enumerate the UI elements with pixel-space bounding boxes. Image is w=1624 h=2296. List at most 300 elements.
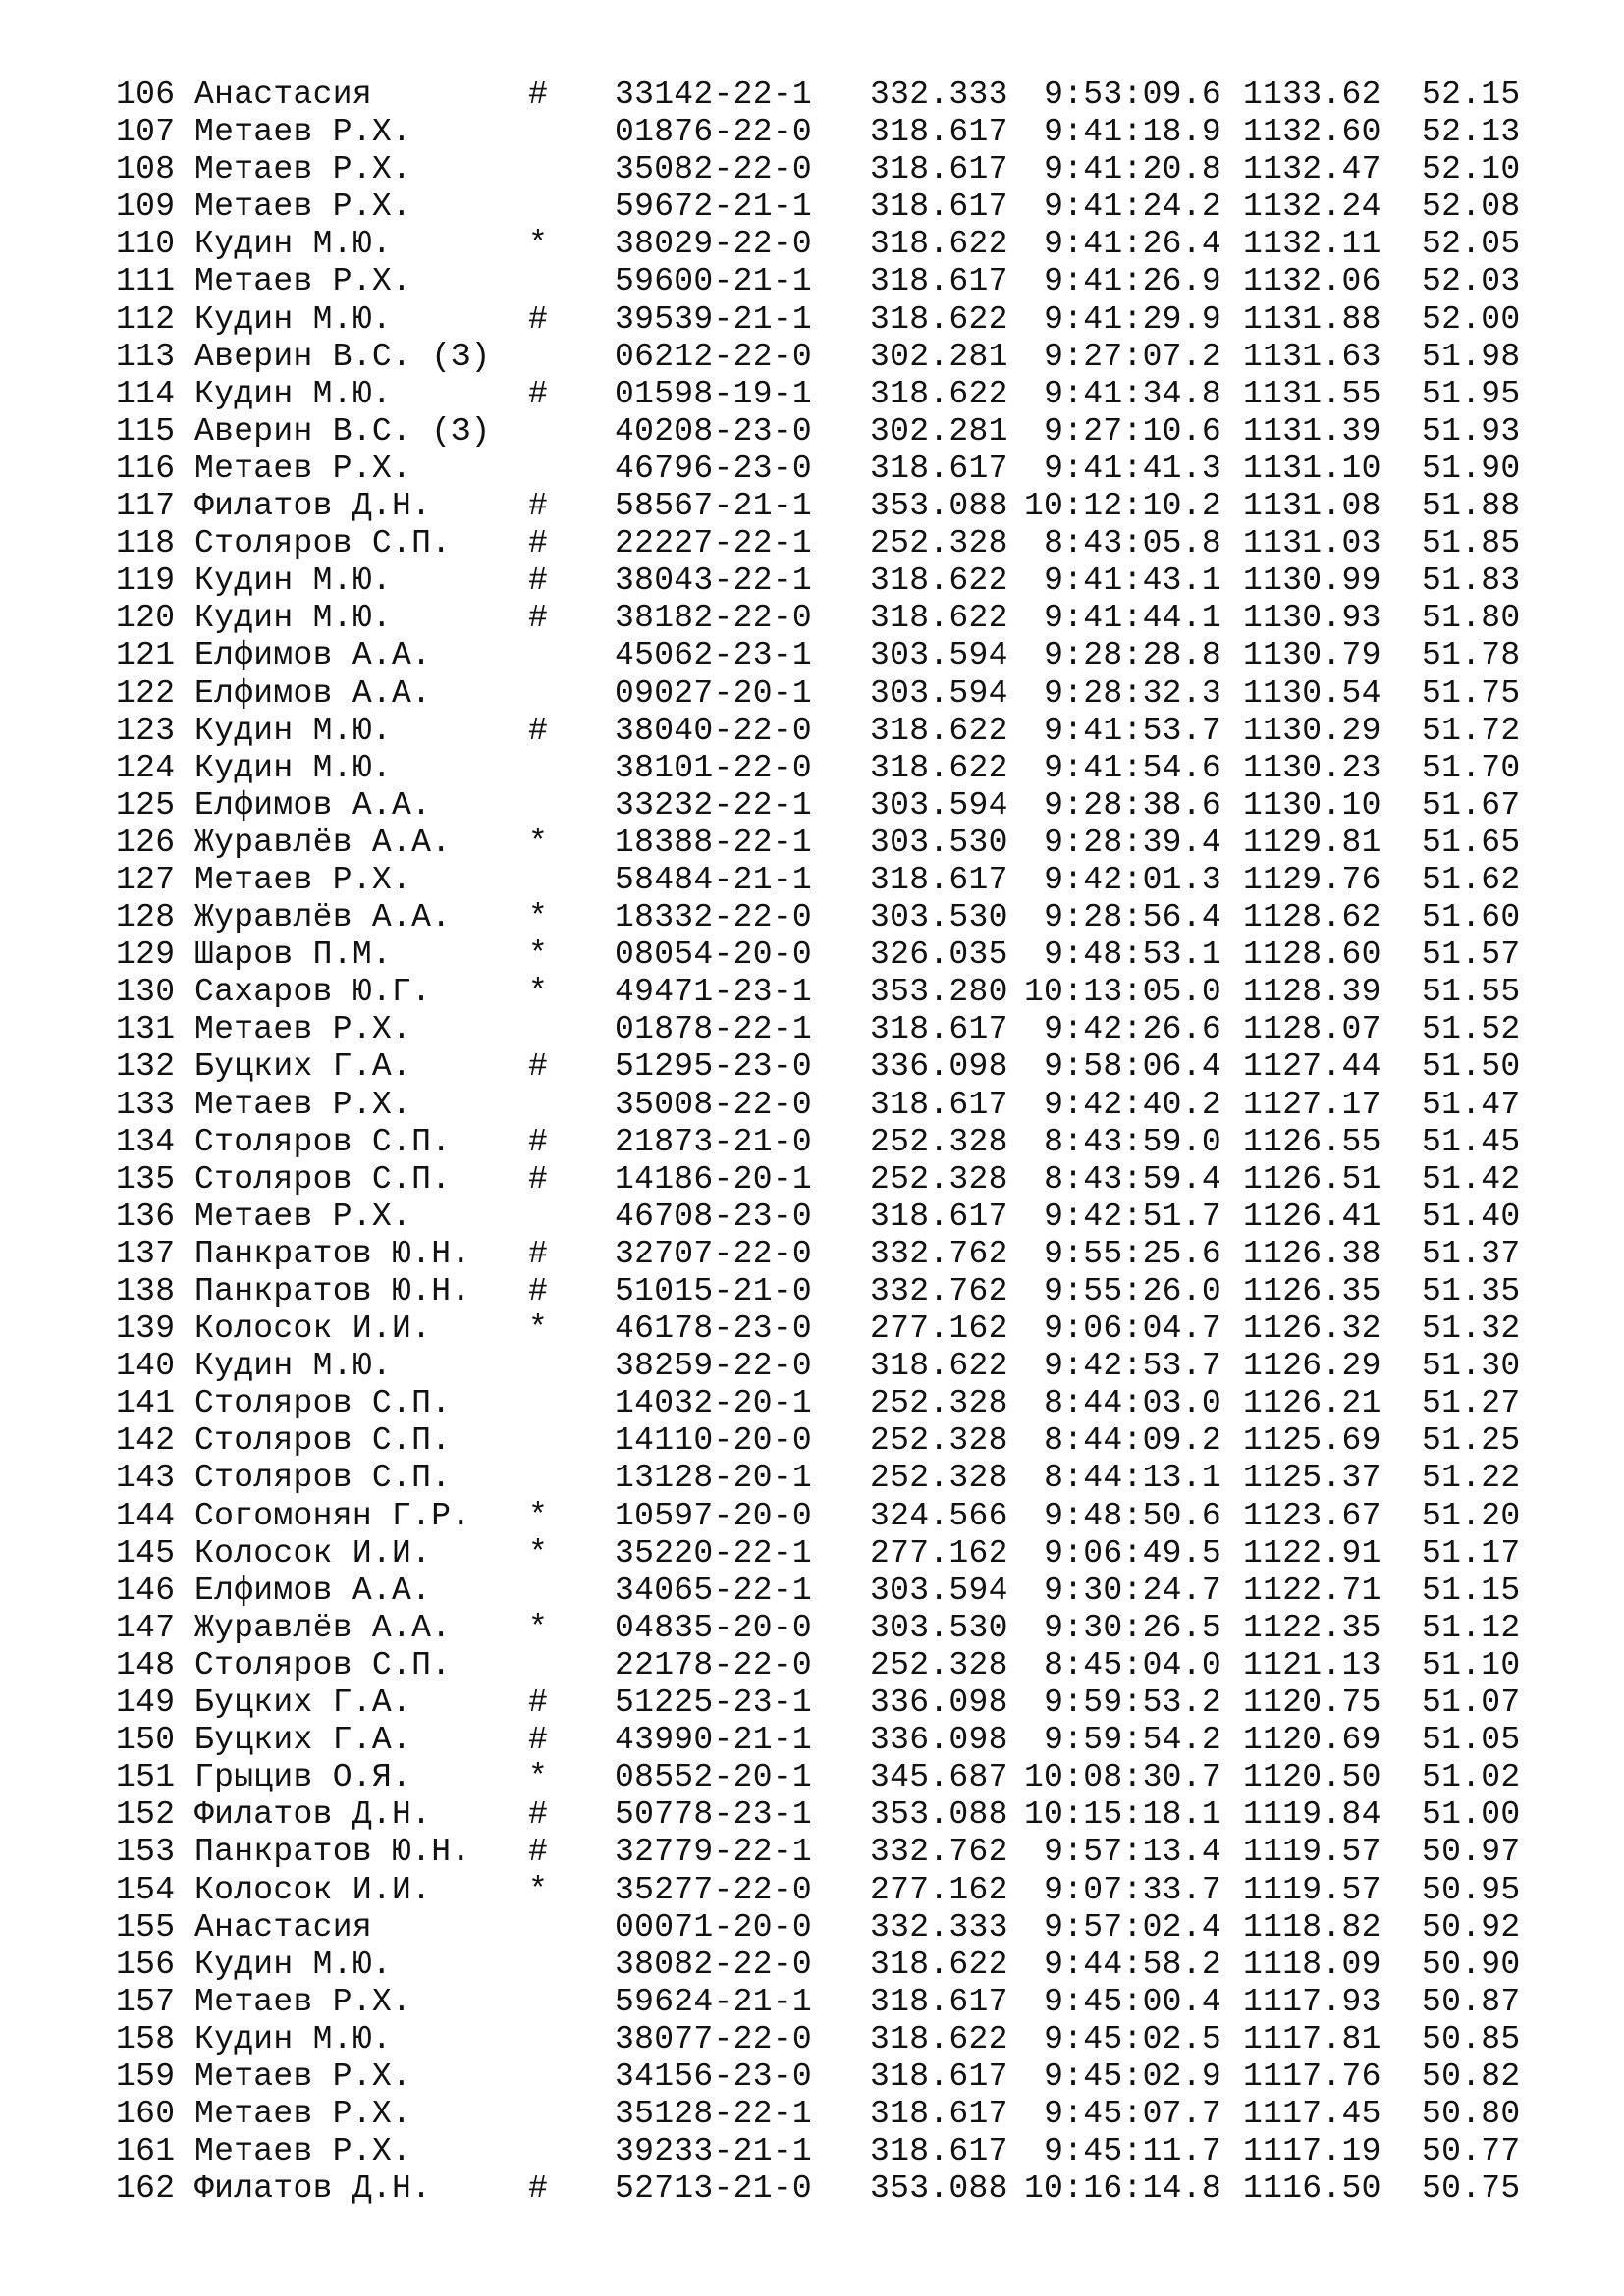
row-number: 110 <box>116 226 176 263</box>
arrival-time: 9:41:43.1 <box>1044 562 1221 600</box>
points-value: 51.95 <box>1422 375 1521 412</box>
points-value: 51.02 <box>1422 1759 1521 1796</box>
distance-value: 318.622 <box>870 562 1008 600</box>
ring-number: 46178-23-0 <box>615 1310 813 1348</box>
fancier-name: Столяров С.П. <box>194 1422 452 1460</box>
speed-value: 1130.10 <box>1243 786 1381 824</box>
points-value: 51.27 <box>1422 1385 1521 1422</box>
speed-value: 1122.71 <box>1243 1572 1381 1609</box>
row-number: 152 <box>116 1796 176 1834</box>
row-number: 111 <box>116 263 176 300</box>
distance-value: 318.622 <box>870 1946 1008 1983</box>
row-number: 126 <box>116 824 176 861</box>
speed-value: 1126.35 <box>1243 1273 1381 1309</box>
speed-value: 1120.69 <box>1243 1722 1381 1759</box>
points-value: 51.22 <box>1422 1460 1521 1497</box>
row-number: 135 <box>116 1160 176 1198</box>
points-value: 51.55 <box>1422 974 1521 1011</box>
status-mark: # <box>528 1048 549 1086</box>
points-value: 52.05 <box>1422 226 1521 263</box>
status-mark: # <box>528 2170 549 2208</box>
row-number: 119 <box>116 562 176 600</box>
distance-value: 318.622 <box>870 226 1008 263</box>
distance-value: 303.530 <box>870 899 1008 936</box>
ring-number: 59624-21-1 <box>615 1983 813 2020</box>
fancier-name: Журавлёв А.А. <box>194 899 452 936</box>
row-number: 156 <box>116 1946 176 1983</box>
distance-value: 277.162 <box>870 1534 1008 1572</box>
ring-number: 38043-22-1 <box>615 562 813 600</box>
speed-value: 1132.06 <box>1243 263 1381 300</box>
distance-value: 318.622 <box>870 749 1008 786</box>
distance-value: 318.617 <box>870 114 1008 151</box>
arrival-time: 9:42:40.2 <box>1044 1086 1221 1123</box>
row-number: 146 <box>116 1572 176 1609</box>
points-value: 51.17 <box>1422 1534 1521 1572</box>
fancier-name: Метаев Р.Х. <box>194 1011 412 1048</box>
fancier-name: Колосок И.И. <box>194 1310 432 1348</box>
row-number: 108 <box>116 151 176 188</box>
distance-value: 318.617 <box>870 450 1008 487</box>
speed-value: 1128.62 <box>1243 899 1381 936</box>
row-number: 145 <box>116 1534 176 1572</box>
arrival-time: 9:28:28.8 <box>1044 637 1221 674</box>
points-value: 52.00 <box>1422 300 1521 338</box>
status-mark: * <box>528 1759 549 1796</box>
fancier-name: Кудин М.Ю. <box>194 1348 393 1385</box>
arrival-time: 10:15:18.1 <box>1023 1796 1221 1834</box>
status-mark: * <box>528 936 549 974</box>
speed-value: 1117.19 <box>1243 2133 1381 2170</box>
speed-value: 1130.54 <box>1243 674 1381 712</box>
row-number: 147 <box>116 1609 176 1646</box>
speed-value: 1128.39 <box>1243 974 1381 1011</box>
points-value: 51.90 <box>1422 450 1521 487</box>
fancier-name: Елфимов А.А. <box>194 786 432 824</box>
status-mark: # <box>528 488 549 525</box>
points-value: 51.20 <box>1422 1497 1521 1534</box>
distance-value: 318.617 <box>870 1198 1008 1235</box>
arrival-time: 8:45:04.0 <box>1044 1646 1221 1683</box>
ring-number: 46708-23-0 <box>615 1198 813 1235</box>
status-mark: * <box>528 824 549 861</box>
fancier-name: Кудин М.Ю. <box>194 749 393 786</box>
fancier-name: Елфимов А.А. <box>194 1572 432 1609</box>
points-value: 51.70 <box>1422 749 1521 786</box>
fancier-name: Согомонян Г.Р. <box>194 1497 471 1534</box>
status-mark: * <box>528 1609 549 1646</box>
row-number: 129 <box>116 936 176 974</box>
arrival-time: 9:45:02.9 <box>1044 2057 1221 2095</box>
distance-value: 318.617 <box>870 2096 1008 2133</box>
distance-value: 332.762 <box>870 1273 1008 1309</box>
speed-value: 1126.38 <box>1243 1235 1381 1272</box>
arrival-time: 10:12:10.2 <box>1023 488 1221 525</box>
status-mark: * <box>528 1310 549 1348</box>
speed-value: 1116.50 <box>1243 2170 1381 2208</box>
points-value: 51.67 <box>1422 786 1521 824</box>
arrival-time: 9:41:34.8 <box>1044 375 1221 412</box>
row-number: 132 <box>116 1048 176 1086</box>
speed-value: 1126.51 <box>1243 1160 1381 1198</box>
fancier-name: Столяров С.П. <box>194 1385 452 1422</box>
arrival-time: 9:41:26.9 <box>1044 263 1221 300</box>
ring-number: 01878-22-1 <box>615 1011 813 1048</box>
arrival-time: 9:57:13.4 <box>1044 1834 1221 1871</box>
points-value: 51.42 <box>1422 1160 1521 1198</box>
fancier-name: Колосок И.И. <box>194 1871 432 1908</box>
points-value: 50.97 <box>1422 1834 1521 1871</box>
speed-value: 1122.91 <box>1243 1534 1381 1572</box>
row-number: 162 <box>116 2170 176 2208</box>
row-number: 121 <box>116 637 176 674</box>
speed-value: 1132.47 <box>1243 151 1381 188</box>
ring-number: 38259-22-0 <box>615 1348 813 1385</box>
row-number: 153 <box>116 1834 176 1871</box>
points-value: 52.08 <box>1422 188 1521 226</box>
points-value: 52.13 <box>1422 114 1521 151</box>
speed-value: 1130.23 <box>1243 749 1381 786</box>
speed-value: 1117.93 <box>1243 1983 1381 2020</box>
arrival-time: 9:42:53.7 <box>1044 1348 1221 1385</box>
fancier-name: Буцких Г.А. <box>194 1684 412 1722</box>
speed-value: 1131.63 <box>1243 338 1381 375</box>
ring-number: 21873-21-0 <box>615 1123 813 1160</box>
distance-value: 252.328 <box>870 1646 1008 1683</box>
arrival-time: 9:59:54.2 <box>1044 1722 1221 1759</box>
ring-number: 38029-22-0 <box>615 226 813 263</box>
distance-value: 324.566 <box>870 1497 1008 1534</box>
points-value: 52.15 <box>1422 77 1521 113</box>
fancier-name: Филатов Д.Н. <box>194 2170 432 2208</box>
ring-number: 13128-20-1 <box>615 1460 813 1497</box>
speed-value: 1131.88 <box>1243 300 1381 338</box>
arrival-time: 9:06:04.7 <box>1044 1310 1221 1348</box>
arrival-time: 10:13:05.0 <box>1023 974 1221 1011</box>
points-value: 51.98 <box>1422 338 1521 375</box>
fancier-name: Кудин М.Ю. <box>194 712 393 749</box>
speed-value: 1126.29 <box>1243 1348 1381 1385</box>
status-mark: * <box>528 974 549 1011</box>
fancier-name: Грыцив О.Я. <box>194 1759 412 1796</box>
distance-value: 318.622 <box>870 375 1008 412</box>
ring-number: 35008-22-0 <box>615 1086 813 1123</box>
row-number: 138 <box>116 1273 176 1309</box>
row-number: 141 <box>116 1385 176 1422</box>
ring-number: 33142-22-1 <box>615 77 813 113</box>
ring-number: 34065-22-1 <box>615 1572 813 1609</box>
ring-number: 45062-23-1 <box>615 637 813 674</box>
status-mark: # <box>528 375 549 412</box>
speed-value: 1130.93 <box>1243 600 1381 637</box>
arrival-time: 9:41:24.2 <box>1044 188 1221 226</box>
status-mark: # <box>528 1722 549 1759</box>
arrival-time: 8:44:09.2 <box>1044 1422 1221 1460</box>
ring-number: 08552-20-1 <box>615 1759 813 1796</box>
arrival-time: 9:28:32.3 <box>1044 674 1221 712</box>
status-mark: # <box>528 1273 549 1309</box>
fancier-name: Колосок И.И. <box>194 1534 432 1572</box>
row-number: 137 <box>116 1235 176 1272</box>
arrival-time: 9:45:07.7 <box>1044 2096 1221 2133</box>
fancier-name: Елфимов А.А. <box>194 637 432 674</box>
ring-number: 35082-22-0 <box>615 151 813 188</box>
row-number: 123 <box>116 712 176 749</box>
row-number: 158 <box>116 2020 176 2057</box>
speed-value: 1129.76 <box>1243 861 1381 898</box>
status-mark: # <box>528 1796 549 1834</box>
fancier-name: Метаев Р.Х. <box>194 2057 412 2095</box>
fancier-name: Метаев Р.Х. <box>194 2096 412 2133</box>
row-number: 113 <box>116 338 176 375</box>
arrival-time: 9:55:25.6 <box>1044 1235 1221 1272</box>
fancier-name: Метаев Р.Х. <box>194 450 412 487</box>
distance-value: 318.617 <box>870 1983 1008 2020</box>
speed-value: 1131.39 <box>1243 412 1381 450</box>
distance-value: 252.328 <box>870 1460 1008 1497</box>
speed-value: 1125.37 <box>1243 1460 1381 1497</box>
distance-value: 353.088 <box>870 1796 1008 1834</box>
fancier-name: Шаров П.М. <box>194 936 393 974</box>
points-value: 51.85 <box>1422 525 1521 562</box>
fancier-name: Панкратов Ю.Н. <box>194 1273 471 1309</box>
arrival-time: 9:30:24.7 <box>1044 1572 1221 1609</box>
ring-number: 51295-23-0 <box>615 1048 813 1086</box>
row-number: 142 <box>116 1422 176 1460</box>
row-number: 117 <box>116 488 176 525</box>
fancier-name: Филатов Д.Н. <box>194 488 432 525</box>
distance-value: 302.281 <box>870 412 1008 450</box>
speed-value: 1127.17 <box>1243 1086 1381 1123</box>
status-mark: # <box>528 712 549 749</box>
distance-value: 252.328 <box>870 1123 1008 1160</box>
fancier-name: Метаев Р.Х. <box>194 1983 412 2020</box>
ring-number: 46796-23-0 <box>615 450 813 487</box>
distance-value: 353.088 <box>870 488 1008 525</box>
distance-value: 302.281 <box>870 338 1008 375</box>
ring-number: 52713-21-0 <box>615 2170 813 2208</box>
row-number: 150 <box>116 1722 176 1759</box>
status-mark: * <box>528 1497 549 1534</box>
fancier-name: Столяров С.П. <box>194 1123 452 1160</box>
ring-number: 01598-19-1 <box>615 375 813 412</box>
distance-value: 252.328 <box>870 1160 1008 1198</box>
points-value: 51.45 <box>1422 1123 1521 1160</box>
speed-value: 1123.67 <box>1243 1497 1381 1534</box>
arrival-time: 9:59:53.2 <box>1044 1684 1221 1722</box>
arrival-time: 9:48:53.1 <box>1044 936 1221 974</box>
distance-value: 318.617 <box>870 2133 1008 2170</box>
distance-value: 326.035 <box>870 936 1008 974</box>
ring-number: 59672-21-1 <box>615 188 813 226</box>
ring-number: 59600-21-1 <box>615 263 813 300</box>
row-number: 160 <box>116 2096 176 2133</box>
ring-number: 35277-22-0 <box>615 1871 813 1908</box>
distance-value: 303.594 <box>870 674 1008 712</box>
fancier-name: Столяров С.П. <box>194 1160 452 1198</box>
points-value: 50.92 <box>1422 1908 1521 1946</box>
arrival-time: 9:41:26.4 <box>1044 226 1221 263</box>
distance-value: 318.617 <box>870 151 1008 188</box>
arrival-time: 8:43:05.8 <box>1044 525 1221 562</box>
ring-number: 51015-21-0 <box>615 1273 813 1309</box>
distance-value: 336.098 <box>870 1048 1008 1086</box>
fancier-name: Кудин М.Ю. <box>194 226 393 263</box>
ring-number: 01876-22-0 <box>615 114 813 151</box>
ring-number: 51225-23-1 <box>615 1684 813 1722</box>
points-value: 51.52 <box>1422 1011 1521 1048</box>
points-value: 50.77 <box>1422 2133 1521 2170</box>
points-value: 51.65 <box>1422 824 1521 861</box>
row-number: 112 <box>116 300 176 338</box>
speed-value: 1126.21 <box>1243 1385 1381 1422</box>
arrival-time: 9:44:58.2 <box>1044 1946 1221 1983</box>
arrival-time: 9:30:26.5 <box>1044 1609 1221 1646</box>
points-value: 50.87 <box>1422 1983 1521 2020</box>
distance-value: 332.762 <box>870 1235 1008 1272</box>
fancier-name: Метаев Р.Х. <box>194 263 412 300</box>
row-number: 140 <box>116 1348 176 1385</box>
distance-value: 318.617 <box>870 2057 1008 2095</box>
ring-number: 22178-22-0 <box>615 1646 813 1683</box>
status-mark: * <box>528 1871 549 1908</box>
fancier-name: Журавлёв А.А. <box>194 1609 452 1646</box>
distance-value: 318.622 <box>870 600 1008 637</box>
speed-value: 1130.79 <box>1243 637 1381 674</box>
arrival-time: 9:41:53.7 <box>1044 712 1221 749</box>
arrival-time: 8:43:59.0 <box>1044 1123 1221 1160</box>
points-value: 52.03 <box>1422 263 1521 300</box>
points-value: 50.90 <box>1422 1946 1521 1983</box>
arrival-time: 9:57:02.4 <box>1044 1908 1221 1946</box>
points-value: 50.80 <box>1422 2096 1521 2133</box>
points-value: 51.32 <box>1422 1310 1521 1348</box>
arrival-time: 9:41:29.9 <box>1044 300 1221 338</box>
ring-number: 00071-20-0 <box>615 1908 813 1946</box>
speed-value: 1119.84 <box>1243 1796 1381 1834</box>
distance-value: 318.622 <box>870 300 1008 338</box>
row-number: 136 <box>116 1198 176 1235</box>
fancier-name: Аверин В.С. (З) <box>194 338 491 375</box>
fancier-name: Метаев Р.Х. <box>194 861 412 898</box>
speed-value: 1132.24 <box>1243 188 1381 226</box>
ring-number: 32707-22-0 <box>615 1235 813 1272</box>
status-mark: * <box>528 1534 549 1572</box>
ring-number: 33232-22-1 <box>615 786 813 824</box>
fancier-name: Столяров С.П. <box>194 1646 452 1683</box>
points-value: 51.60 <box>1422 899 1521 936</box>
speed-value: 1122.35 <box>1243 1609 1381 1646</box>
arrival-time: 9:41:44.1 <box>1044 600 1221 637</box>
distance-value: 336.098 <box>870 1684 1008 1722</box>
row-number: 157 <box>116 1983 176 2020</box>
row-number: 148 <box>116 1646 176 1683</box>
points-value: 50.95 <box>1422 1871 1521 1908</box>
points-value: 51.78 <box>1422 637 1521 674</box>
row-number: 120 <box>116 600 176 637</box>
row-number: 131 <box>116 1011 176 1048</box>
row-number: 133 <box>116 1086 176 1123</box>
fancier-name: Журавлёв А.А. <box>194 824 452 861</box>
fancier-name: Метаев Р.Х. <box>194 1198 412 1235</box>
distance-value: 318.617 <box>870 263 1008 300</box>
points-value: 50.75 <box>1422 2170 1521 2208</box>
ring-number: 38077-22-0 <box>615 2020 813 2057</box>
arrival-time: 9:27:10.6 <box>1044 412 1221 450</box>
row-number: 116 <box>116 450 176 487</box>
speed-value: 1120.75 <box>1243 1684 1381 1722</box>
distance-value: 332.333 <box>870 77 1008 113</box>
points-value: 51.88 <box>1422 488 1521 525</box>
fancier-name: Анастасия <box>194 1908 372 1946</box>
fancier-name: Филатов Д.Н. <box>194 1796 432 1834</box>
row-number: 154 <box>116 1871 176 1908</box>
row-number: 128 <box>116 899 176 936</box>
distance-value: 252.328 <box>870 1422 1008 1460</box>
distance-value: 303.594 <box>870 786 1008 824</box>
arrival-time: 9:41:20.8 <box>1044 151 1221 188</box>
points-value: 51.37 <box>1422 1235 1521 1272</box>
row-number: 134 <box>116 1123 176 1160</box>
ring-number: 58567-21-1 <box>615 488 813 525</box>
row-number: 127 <box>116 861 176 898</box>
points-value: 51.62 <box>1422 861 1521 898</box>
row-number: 159 <box>116 2057 176 2095</box>
ring-number: 10597-20-0 <box>615 1497 813 1534</box>
points-value: 52.10 <box>1422 151 1521 188</box>
fancier-name: Буцких Г.А. <box>194 1048 412 1086</box>
arrival-time: 9:42:26.6 <box>1044 1011 1221 1048</box>
ring-number: 18332-22-0 <box>615 899 813 936</box>
distance-value: 345.687 <box>870 1759 1008 1796</box>
ring-number: 14186-20-1 <box>615 1160 813 1198</box>
ring-number: 35220-22-1 <box>615 1534 813 1572</box>
distance-value: 277.162 <box>870 1871 1008 1908</box>
fancier-name: Панкратов Ю.Н. <box>194 1235 471 1272</box>
status-mark: # <box>528 1235 549 1272</box>
distance-value: 318.617 <box>870 861 1008 898</box>
speed-value: 1126.32 <box>1243 1310 1381 1348</box>
speed-value: 1128.07 <box>1243 1011 1381 1048</box>
arrival-time: 9:45:00.4 <box>1044 1983 1221 2020</box>
points-value: 51.80 <box>1422 600 1521 637</box>
speed-value: 1117.76 <box>1243 2057 1381 2095</box>
points-value: 51.25 <box>1422 1422 1521 1460</box>
points-value: 51.00 <box>1422 1796 1521 1834</box>
row-number: 144 <box>116 1497 176 1534</box>
row-number: 143 <box>116 1460 176 1497</box>
distance-value: 252.328 <box>870 1385 1008 1422</box>
row-number: 118 <box>116 525 176 562</box>
distance-value: 332.762 <box>870 1834 1008 1871</box>
status-mark: # <box>528 1123 549 1160</box>
distance-value: 336.098 <box>870 1722 1008 1759</box>
ring-number: 58484-21-1 <box>615 861 813 898</box>
ring-number: 14110-20-0 <box>615 1422 813 1460</box>
points-value: 51.07 <box>1422 1684 1521 1722</box>
status-mark: # <box>528 562 549 600</box>
row-number: 122 <box>116 674 176 712</box>
speed-value: 1119.57 <box>1243 1871 1381 1908</box>
status-mark: # <box>528 600 549 637</box>
fancier-name: Кудин М.Ю. <box>194 600 393 637</box>
distance-value: 252.328 <box>870 525 1008 562</box>
distance-value: 318.617 <box>870 1086 1008 1123</box>
ring-number: 39539-21-1 <box>615 300 813 338</box>
arrival-time: 9:28:38.6 <box>1044 786 1221 824</box>
ring-number: 35128-22-1 <box>615 2096 813 2133</box>
arrival-time: 9:27:07.2 <box>1044 338 1221 375</box>
